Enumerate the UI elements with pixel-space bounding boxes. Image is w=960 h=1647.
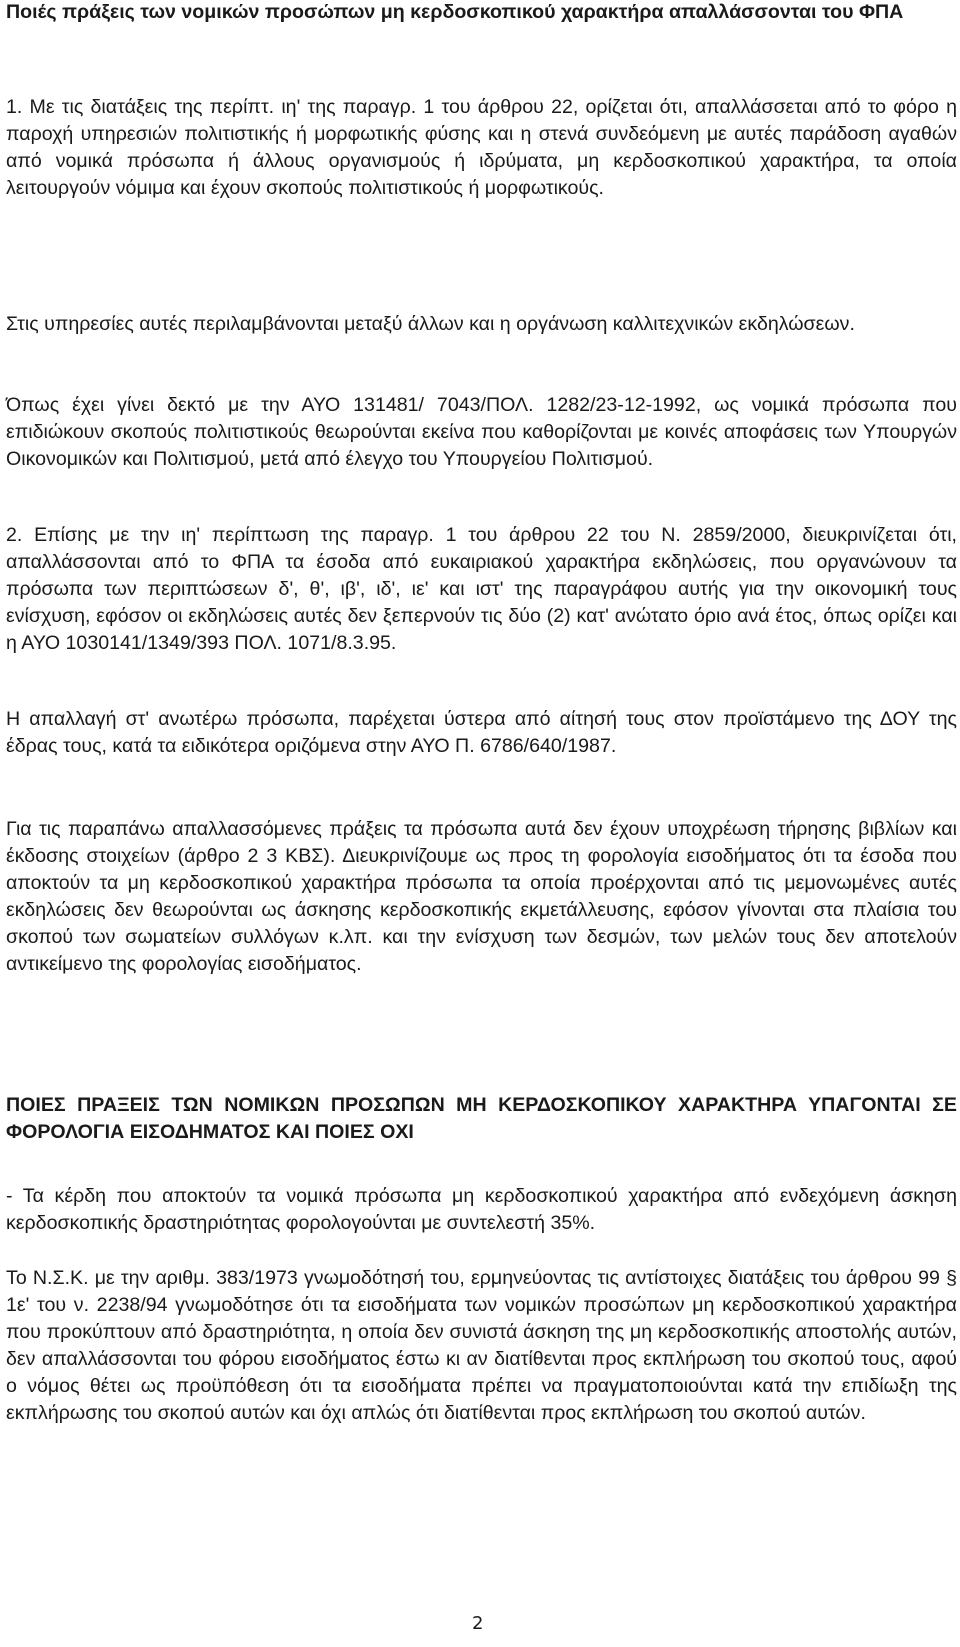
paragraph-nsk-opinion: Το Ν.Σ.Κ. με την αριθμ. 383/1973 γνωμοδότησή του, ερμηνεύοντας τις αντίστοιχες διατάξεις του άρθρου 99 § 1ε' του ν. 2238/94 γνωμοδότησε ότι τα εισοδήματα των νομικών προσώπων μη κερδοσκοπικού χαρακτήρα που προκύπτουν από δραστηριότητα, η οποία δεν συνιστά άσκηση της μη κερδοσκοπικής αποστολής αυτών, δεν απαλλάσσονται του φόρου εισοδήματος έστω κι αν διατίθενται προς εκπλήρωση του σκοπού τους, αφού ο νόμος θέτει ως προϋπόθεση ότι τα εισοδήματα πρέπει να πραγματοποιούνται κατά την επιδίωξη της εκπλήρωσης του σκοπού αυτών και όχι απλώς ότι διατίθενται προς εκπλήρωση του σκοπού αυτών.: [6, 1267, 957, 1425]
paragraph-exemption-request: Η απαλλαγή στ' ανωτέρω πρόσωπα, παρέχεται ύστερα από αίτησή τους στον προϊστάμενο της ΔΟΥ της έδρας τους, κατά τα ειδικότερα οριζόμενα στην ΑΥΟ Π. 6786/640/1987.: [6, 708, 957, 758]
section-heading-vat-exempt: Ποιές πράξεις των νομικών προσώπων μη κερδοσκοπικού χαρακτήρα απαλλάσσονται του ΦΠΑ: [6, 1, 904, 23]
document-page: [6, 0, 957, 1647]
paragraph-article-22-exemption: 1. Με τις διατάξεις της περίπτ. ιη' της παραγρ. 1 του άρθρου 22, ορίζεται ότι, απαλλάσσεται από το φόρο η παροχή υπηρεσιών πολιτιστικής ή μορφωτικής φύσης και η στενά συνδεόμενη με αυτές παράδοση αγαθών από νομικά πρόσωπα ή άλλους οργανισμούς ή ιδρύματα, μη κερδοσκοπικού χαρακτήρα, τα οποία λειτουργούν νόμιμα και έχουν σκοπούς πολιτιστικούς ή μορφωτικούς.: [6, 96, 957, 200]
paragraph-bookkeeping-obligation: Για τις παραπάνω απαλλασσόμενες πράξεις τα πρόσωπα αυτά δεν έχουν υποχρέωση τήρησης βιβλίων και έκδοσης στοιχείων (άρθρο 2 3 ΚΒΣ). Διευκρινίζουμε ως προς τη φορολογία εισοδήματος ότι τα έσοδα που αποκτούν τα μη κερδοσκοπικού χαρακτήρα πρόσωπα τα οποία προέρχονται από τις μεμονωμένες αυτές εκδηλώσεις δεν θεωρούνται ως άσκησης κερδοσκοπικής εκμετάλλευσης, εφόσον γίνονται στα πλαίσια του σκοπού των σωματείων συλλόγων κ.λπ. και την ενίσχυση των δεσμών, των μελών τους δεν αποτελούν αντικείμενο της φορολογίας εισοδήματος.: [6, 818, 957, 976]
page-number: 2: [472, 1613, 484, 1634]
paragraph-ayo-131481: Όπως έχει γίνει δεκτό με την ΑΥΟ 131481/ 7043/ΠΟΛ. 1282/23-12-1992, ως νομικά πρόσωπα που επιδιώκουν σκοπούς πολιτιστικούς θεωρούνται εκείνα που καθορίζονται με κοινές αποφάσεις των Υπουργών Οικονομικών και Πολιτισμού, μετά από έλεγχο του Υπουργείου Πολιτισμού.: [6, 394, 957, 471]
paragraph-artistic-events: Στις υπηρεσίες αυτές περιλαμβάνονται μεταξύ άλλων και η οργάνωση καλλιτεχνικών εκδηλώσεων.: [6, 313, 855, 335]
paragraph-occasional-events: 2. Επίσης με την ιη' περίπτωση της παραγρ. 1 του άρθρου 22 του Ν. 2859/2000, διευκρινίζεται ότι, απαλλάσσονται από το ΦΠΑ τα έσοδα από ευκαιριακού χαρακτήρα εκδηλώσεις, που οργανώνουν τα πρόσωπα των περιπτώσεων δ', θ', ιβ', ιδ', ιε' και ιστ' της παραγράφου αυτής για την οικονομική τους ενίσχυση, εφόσον οι εκδηλώσεις αυτές δεν ξεπερνούν τις δύο (2) κατ' ανώτατο όριο ανά έτος, όπως ορίζει και η ΑΥΟ 1030141/1349/393 ΠΟΛ. 1071/8.3.95.: [6, 524, 957, 655]
paragraph-profits-taxed: - Τα κέρδη που αποκτούν τα νομικά πρόσωπα μη κερδοσκοπικού χαρακτήρα από ενδεχόμενη άσκηση κερδοσκοπικής δραστηριότητας φορολογούνται με συντελεστή 35%.: [6, 1185, 957, 1235]
section-heading-income-tax: ΠΟΙΕΣ ΠΡΑΞΕΙΣ ΤΩΝ ΝΟΜΙΚΩΝ ΠΡΟΣΩΠΩΝ ΜΗ ΚΕΡΔΟΣΚΟΠΙΚΟΥ ΧΑΡΑΚΤΗΡΑ ΥΠΑΓΟΝΤΑΙ ΣΕ ΦΟΡΟΛΟΓΙΑ ΕΙΣΟΔΗΜΑΤΟΣ ΚΑΙ ΠΟΙΕΣ ΟΧΙ: [6, 1094, 957, 1144]
